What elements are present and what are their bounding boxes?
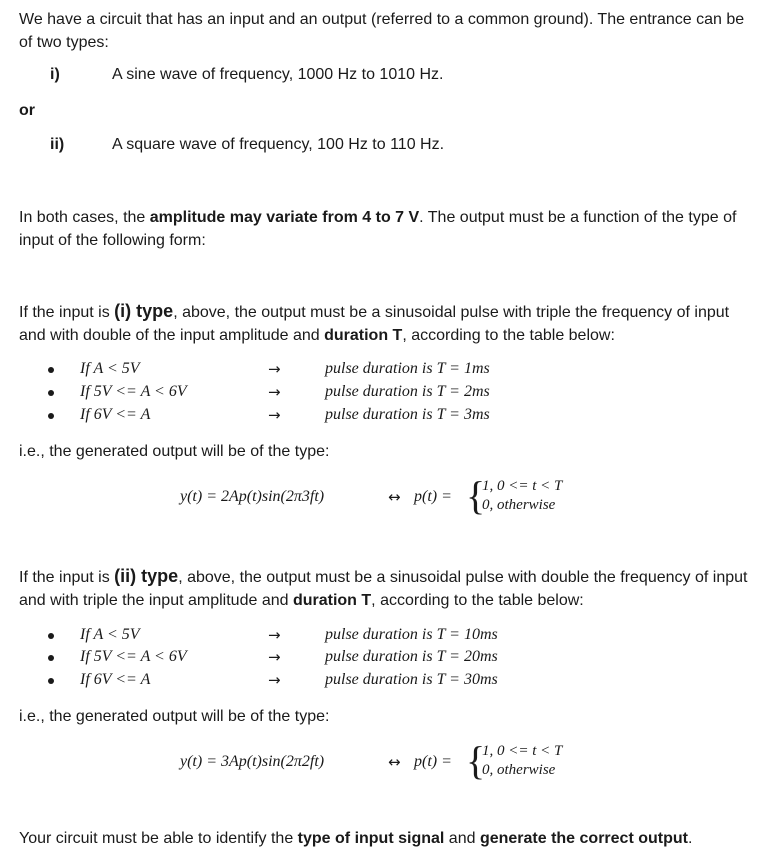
- amplitude-pre: In both cases, the: [19, 209, 150, 226]
- type-ii-paragraph: [19, 565, 754, 612]
- type-i-result-3: pulse duration is T = 3ms: [325, 406, 490, 423]
- double-arrow-icon: ↔: [388, 753, 401, 771]
- bullet: [48, 655, 54, 661]
- arrow-icon: →: [268, 626, 281, 644]
- bullet: [48, 633, 54, 639]
- type-ii-formula: y(t) = 3Ap(t)sin(2π2ft): [180, 753, 325, 770]
- type-ii-bold: (ii) type: [114, 566, 179, 586]
- type-i-bold: (i) type: [114, 301, 174, 321]
- type-i-ie: i.e., the generated output will be of the type:: [19, 443, 330, 460]
- type-i-pre: If the input is: [19, 304, 115, 321]
- final-post: .: [687, 830, 693, 847]
- type-ii-cond-3: If 6V <= A: [80, 671, 151, 688]
- brace-icon: {: [466, 738, 486, 783]
- type-ii-cond-2: If 5V <= A < 6V: [80, 648, 187, 665]
- final-pre: Your circuit must be able to identify the: [19, 830, 298, 847]
- type-i-formula: y(t) = 2Ap(t)sin(2π3ft): [180, 488, 325, 505]
- option-ii-label: ii): [50, 136, 65, 153]
- type-i-cond-1: If A < 5V: [80, 360, 140, 377]
- bullet: [48, 413, 54, 419]
- option-i-text: A sine wave of frequency, 1000 Hz to 1010 Hz.: [112, 66, 444, 83]
- type-i-case-2: 0, otherwise: [482, 497, 556, 513]
- brace-icon: {: [466, 473, 486, 518]
- type-ii-result-1: pulse duration is T = 10ms: [325, 626, 498, 643]
- bullet: [48, 367, 54, 373]
- final-mid: and: [444, 830, 480, 847]
- amplitude-paragraph: [19, 206, 754, 252]
- option-ii-text: A square wave of frequency, 100 Hz to 110 Hz.: [112, 136, 445, 153]
- bullet: [48, 678, 54, 684]
- type-ii-pre: If the input is: [19, 569, 115, 586]
- type-ii-case-2: 0, otherwise: [482, 762, 556, 778]
- double-arrow-icon: ↔: [388, 488, 401, 506]
- type-i-duration-bold: duration T: [324, 327, 403, 344]
- option-i-label: i): [50, 66, 60, 83]
- bullet: [48, 390, 54, 396]
- final-bold-2: generate the correct output: [479, 830, 688, 847]
- type-ii-duration-bold: duration T: [292, 592, 372, 609]
- type-i-paragraph: [19, 300, 754, 347]
- final-bold: type of input signal: [297, 830, 445, 847]
- arrow-icon: →: [268, 383, 281, 401]
- type-i-cond-3: If 6V <= A: [80, 406, 151, 423]
- amplitude-post: . The output must be a function of the type of input of the following form:: [19, 209, 737, 249]
- type-ii-cond-1: If A < 5V: [80, 626, 140, 643]
- arrow-icon: →: [268, 406, 281, 424]
- type-i-pt: p(t) =: [414, 488, 452, 505]
- type-i-result-1: pulse duration is T = 1ms: [325, 360, 490, 377]
- type-ii-case-1: 1, 0 <= t < T: [482, 743, 563, 759]
- arrow-icon: →: [268, 360, 281, 378]
- type-ii-result-2: pulse duration is T = 20ms: [325, 648, 498, 665]
- intro-paragraph: We have a circuit that has an input and an output (referred to a common ground). The entrance can be of two types:: [19, 11, 745, 51]
- type-ii-pt: p(t) =: [414, 753, 452, 770]
- type-i-mid: , above, the output must be a sinusoidal pulse with triple the frequency of input and with double of the input amplitude and: [19, 304, 730, 344]
- type-i-post: , according to the table below:: [402, 327, 615, 344]
- arrow-icon: →: [268, 671, 281, 689]
- arrow-icon: →: [268, 648, 281, 666]
- type-ii-ie: i.e., the generated output will be of the type:: [19, 708, 330, 725]
- type-ii-result-3: pulse duration is T = 30ms: [325, 671, 498, 688]
- or-label: or: [19, 102, 35, 119]
- final-paragraph: [19, 830, 692, 848]
- type-i-cond-2: If 5V <= A < 6V: [80, 383, 187, 400]
- type-ii-mid: , above, the output must be a sinusoidal pulse with double the frequency of input and with triple the input amplitude and: [19, 569, 748, 609]
- type-i-result-2: pulse duration is T = 2ms: [325, 383, 490, 400]
- type-i-case-1: 1, 0 <= t < T: [482, 478, 563, 494]
- amplitude-bold: amplitude may variate from 4 to 7 V: [149, 209, 420, 226]
- type-ii-post: , according to the table below:: [371, 592, 584, 609]
